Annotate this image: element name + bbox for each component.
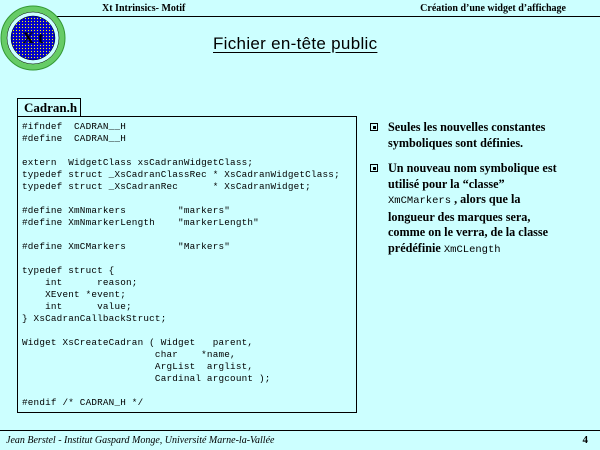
bullet-box-icon [370,164,378,172]
header-course-title: Xt Intrinsics- Motif [102,3,186,14]
bullet-text: , alors que la longueur des marques sera, comme on le verra, de la classe prédéfinie [388,192,549,255]
code-panel [17,116,357,413]
page-number: 4 [582,434,588,446]
bullet-box-icon [370,123,378,131]
bullet-list [370,120,566,268]
bullet-item [370,161,566,258]
slide-title: Fichier en-tête public [213,34,378,53]
header-rule [18,16,600,17]
logo-text: X t [22,30,44,47]
bullet-code: XmCLength [443,243,501,256]
header-chapter-title: Création d’une widget d’affichage [420,3,566,14]
xt-logo [0,5,66,71]
bullet-text: Seules les nouvelles constantes symboliques sont définies. [388,120,546,150]
footer-rule [0,430,600,431]
bullet-item [370,120,566,151]
footer-author: Jean Berstel - Institut Gaspard Monge, Université Marne-la-Vallée [6,435,275,446]
bullet-text: Un nouveau nom symbolique est utilisé pour la “classe” [388,161,557,191]
bullet-code: XmCMarkers [388,195,452,207]
code-listing: #ifndef CADRAN__H #define CADRAN__H extern WidgetClass xsCadranWidgetClass; typedef struct _XsCadranClassRec * XsCadranWidgetClass; typedef struct _XsCadranRec * XsCadranWidget; #define XmNmarkers "markers" #define XmNmarkerLength "markerLength" #define XmCMarkers "Markers" typedef struct { int reason; XEvent *event; int value; } XsCadranCallbackStruct; Widget XsCreateCadran ( Widget parent, char *name, ArgList arglist, Cardinal argcount ); #endif /* CADRAN_H */ [22,121,340,408]
code-panel-tab: Cadran.h [17,98,81,116]
